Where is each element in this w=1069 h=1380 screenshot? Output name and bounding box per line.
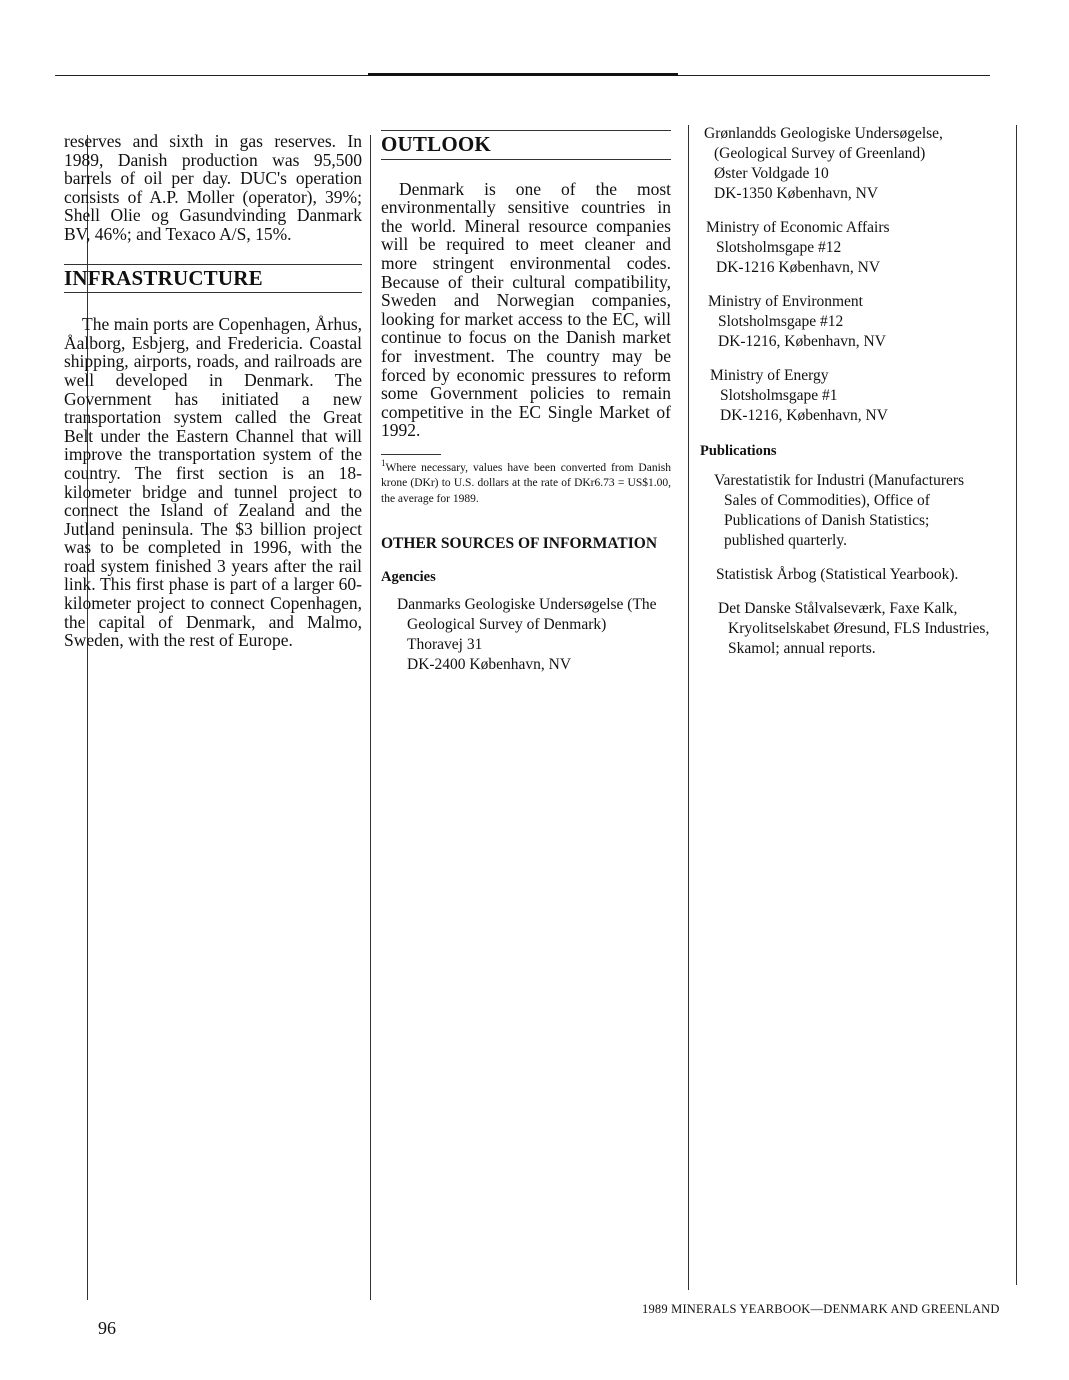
column-2: [381, 130, 671, 675]
publication-statistisk-arbog: [700, 565, 1010, 585]
agency-geological-survey-denmark: [381, 595, 671, 675]
column-divider-2: [688, 125, 689, 1290]
agency-ministry-energy: [700, 366, 1010, 426]
outlook-heading: OUTLOOK: [381, 130, 671, 160]
agency-city: DK-1216, København, NV: [718, 333, 886, 350]
outlook-paragraph: Denmark is one of the most environmentally sensitive countries in the world. Mineral resource companies will be required to meet cleaner and more stringent environmental codes. Because of their cultural compatibility, Sweden and Norwegian companies, looking for market access to the EC, will continue to focus on the Danish market for investment. The country may be forced by economic pressures to reform some Government policies to remain competitive in the EC Single Market of 1992.: [381, 178, 671, 441]
agency-name-cont: Geological Survey of Denmark): [407, 615, 607, 633]
agency-street: Slotsholmsgape #1: [720, 387, 838, 404]
agency-geological-survey-greenland: [700, 124, 1010, 204]
publication-frequency: published quarterly.: [724, 531, 847, 549]
top-rule-accent: [368, 73, 678, 76]
agency-name: Ministry of Environment: [708, 293, 863, 310]
agency-name: Danmarks Geologiske Undersøgelse (The: [397, 595, 657, 613]
publication-varestatistik: [700, 471, 1010, 551]
other-sources-heading: OTHER SOURCES OF INFORMATION: [381, 535, 658, 553]
publication-title-cont: Sales of Commodities), Office of: [724, 491, 930, 509]
agency-ministry-economic-affairs: [700, 218, 1010, 278]
agency-street: Øster Voldgade 10: [714, 165, 829, 182]
publication-title: Det Danske Stålvalseværk, Faxe Kalk,: [718, 599, 958, 617]
publication-publisher: Publications of Danish Statistics;: [724, 511, 930, 529]
agency-street: Slotsholmsgape #12: [716, 239, 842, 256]
publication-company-reports: [700, 599, 1010, 659]
agencies-heading: Agencies: [381, 569, 436, 585]
agency-name: Ministry of Economic Affairs: [706, 219, 890, 236]
agency-name: Ministry of Energy: [710, 367, 829, 384]
column-3: [700, 124, 1010, 659]
column-divider-1: [370, 135, 371, 1300]
agency-city: DK-2400 København, NV: [407, 655, 572, 673]
infrastructure-paragraph: The main ports are Copenhagen, Århus, Åalborg, Esbjerg, and Fredericia. Coastal shipping, airports, roads, and railroads are well developed in Denmark. The Government has initiated a new transportation system called the Great Belt under the Eastern Channel that will improve the transportation system of the country. The first section is an 18-kilometer bridge and tunnel project to connect the Island of Zealand and the Jutland peninsula. The $3 billion project was to be completed in 1996, with the road system finished 3 years after the rail link. This first phase is part of a larger 60-kilometer project to connect Copenhagen, the capital of Denmark, and Malmo, Sweden, with the rest of Europe.: [64, 314, 362, 651]
agency-city: DK-1216, København, NV: [720, 407, 888, 424]
agency-street: Thoravej 31: [407, 635, 483, 653]
agency-city: DK-1216 København, NV: [716, 259, 881, 276]
publication-title-end: Skamol; annual reports.: [728, 639, 876, 657]
footnote-rule: [381, 454, 441, 455]
column-1: [64, 132, 362, 650]
column-divider-right: [1016, 125, 1017, 1285]
publication-title-cont: Kryolitselskabet Øresund, FLS Industries,: [728, 619, 990, 637]
page-number: 96: [98, 1318, 116, 1338]
footnote-text: Where necessary, values have been converted from Danish krone (DKr) to U.S. dollars at the rate of DKr6.73 = US$1.00, the average for 1989.: [381, 461, 671, 505]
agency-name: Grønlandds Geologiske Undersøgelse,: [704, 125, 943, 142]
agency-ministry-environment: [700, 292, 1010, 352]
publication-title: Varestatistik for Industri (Manufacturers: [714, 471, 965, 489]
publication-title: Statistisk Årbog (Statistical Yearbook).: [716, 565, 959, 583]
publications-heading: Publications: [700, 443, 777, 459]
footnote-marker: 1: [381, 458, 386, 469]
agency-name-cont: (Geological Survey of Greenland): [714, 145, 926, 162]
running-footer: 1989 MINERALS YEARBOOK—DENMARK AND GREENLAND: [642, 1302, 1000, 1316]
currency-footnote: [381, 458, 671, 508]
infrastructure-heading: INFRASTRUCTURE: [64, 264, 362, 294]
agency-street: Slotsholmsgape #12: [718, 313, 844, 330]
production-paragraph: reserves and sixth in gas reserves. In 1989, Danish production was 95,500 barrels of oil per day. DUC's operation consists of A.P. Moller (operator), 39%; Shell Olie og Gasundvinding Danmark BV, 46%; and Texaco A/S, 15%.: [64, 131, 362, 244]
agency-city: DK-1350 København, NV: [714, 185, 879, 202]
